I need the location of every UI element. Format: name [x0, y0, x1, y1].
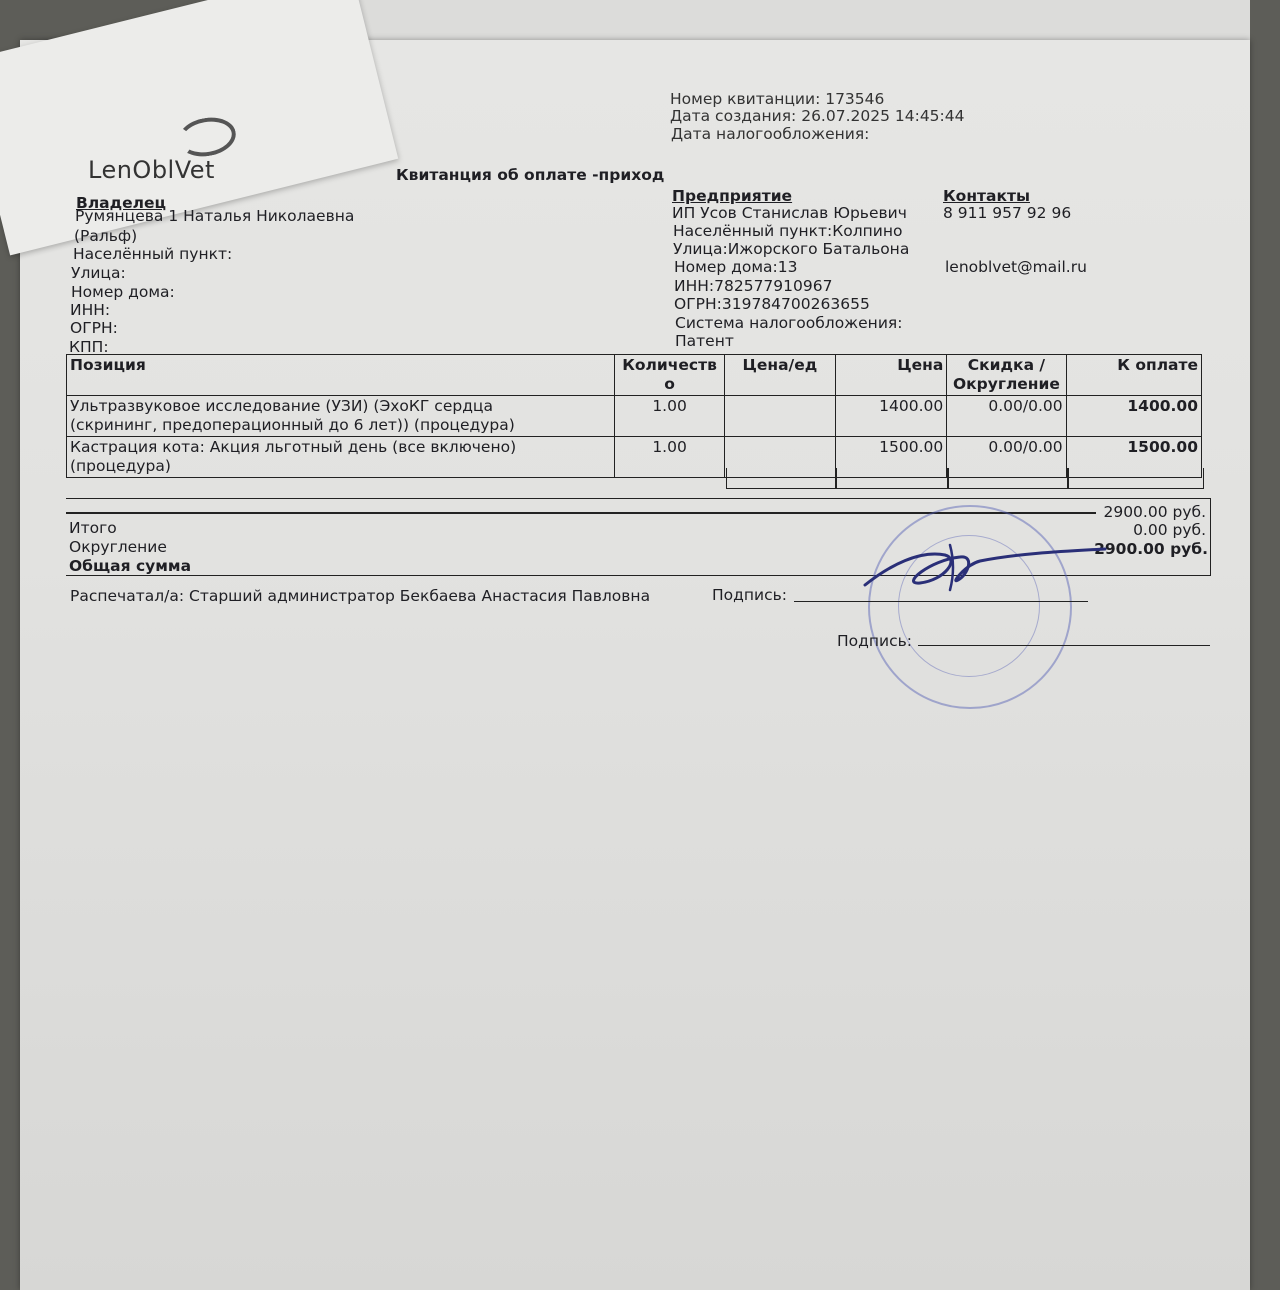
empty-cell	[836, 468, 948, 489]
header-price: Цена	[836, 355, 947, 396]
enterprise-name: ИП Усов Станислав Юрьевич	[672, 204, 907, 222]
row2-position-line1: Кастрация кота: Акция льготный день (все включено)	[70, 438, 517, 456]
enterprise-locality: Населённый пункт:Колпино	[673, 222, 903, 240]
header-discount	[947, 355, 1066, 396]
owner-inn: ИНН:	[70, 301, 111, 319]
document-title: Квитанция об оплате -приход	[396, 166, 665, 184]
header-quantity-line1: Количеств	[622, 356, 717, 374]
owner-kpp: КПП:	[69, 338, 109, 356]
signature-label-1: Подпись:	[712, 586, 787, 604]
row1-discount: 0.00/0.00	[947, 396, 1066, 437]
tax-system-label: Система налогообложения:	[675, 314, 903, 332]
header-quantity	[615, 355, 724, 396]
owner-locality: Населённый пункт:	[73, 245, 233, 263]
row2-price: 1500.00	[836, 437, 947, 478]
subtotal-value: 2900.00 руб.	[1103, 503, 1206, 521]
header-position: Позиция	[67, 355, 615, 396]
owner-street: Улица:	[71, 264, 126, 282]
contact-phone: 8 911 957 92 96	[943, 204, 1072, 222]
row2-quantity: 1.00	[615, 437, 724, 478]
header-discount-line2: Округление	[952, 375, 1060, 393]
rounding-label: Округление	[69, 538, 167, 556]
total-label: Общая сумма	[69, 557, 192, 575]
handwritten-signature	[850, 535, 1110, 605]
owner-ogrn: ОГРН:	[70, 319, 118, 337]
header-quantity-line2: о	[664, 375, 675, 393]
creation-date: Дата создания: 26.07.2025 14:45:44	[670, 107, 965, 125]
row2-position	[67, 437, 615, 478]
row1-to-pay: 1400.00	[1066, 396, 1201, 437]
header-discount-line1: Скидка /	[967, 356, 1046, 374]
items-table	[66, 354, 1202, 478]
header-to-pay: К оплате	[1066, 355, 1201, 396]
enterprise-heading: Предприятие	[672, 187, 793, 205]
pet-name: (Ральф)	[74, 227, 138, 245]
company-logo: LenOblVet	[88, 156, 215, 184]
table-header-row	[67, 355, 1202, 396]
subtotal-label: Итого	[69, 519, 117, 537]
signature-line-1	[794, 601, 1088, 602]
row1-position	[67, 396, 615, 437]
signature-label-2: Подпись:	[837, 632, 912, 650]
row2-to-pay: 1500.00	[1066, 437, 1201, 478]
tax-date: Дата налогообложения:	[671, 125, 870, 143]
empty-cell	[726, 468, 836, 489]
bleed-through-text	[120, 640, 1250, 980]
row1-price: 1400.00	[836, 396, 947, 437]
total-value: 2900.00 руб.	[1094, 540, 1208, 558]
row1-position-line1: Ультразвуковое исследование (УЗИ) (ЭхоКГ сердца	[70, 397, 493, 415]
owner-house: Номер дома:	[71, 283, 175, 301]
row2-position-line2: (процедура)	[70, 457, 171, 475]
enterprise-house: Номер дома:13	[674, 258, 798, 276]
enterprise-inn: ИНН:782577910967	[674, 277, 833, 295]
header-unit-price: Цена/ед	[724, 355, 835, 396]
enterprise-ogrn: ОГРН:319784700263655	[674, 295, 870, 313]
contact-email: lenoblvet@mail.ru	[945, 258, 1087, 276]
tax-system-value: Патент	[675, 332, 734, 350]
empty-subtotal-row	[726, 468, 1202, 490]
row1-unit-price	[724, 396, 835, 437]
row1-quantity: 1.00	[615, 396, 724, 437]
receipt-number: Номер квитанции: 173546	[670, 90, 885, 108]
owner-name: Румянцева 1 Наталья Николаевна	[75, 207, 355, 225]
rounding-value: 0.00 руб.	[1133, 521, 1206, 539]
printed-by: Распечатал/а: Старший администратор Бекбаева Анастасия Павловна	[70, 587, 651, 605]
owner-heading: Владелец	[76, 194, 167, 212]
empty-cell	[1068, 468, 1204, 489]
receipt-sheet	[20, 40, 1250, 1290]
table-row	[67, 396, 1202, 437]
row1-position-line2: (скрининг, предоперационный до 6 лет)) (процедура)	[70, 416, 515, 434]
empty-cell	[948, 468, 1068, 489]
contacts-heading: Контакты	[943, 187, 1030, 205]
row2-discount: 0.00/0.00	[947, 437, 1066, 478]
signature-line-2	[918, 645, 1210, 646]
enterprise-street: Улица:Ижорского Батальона	[673, 240, 910, 258]
